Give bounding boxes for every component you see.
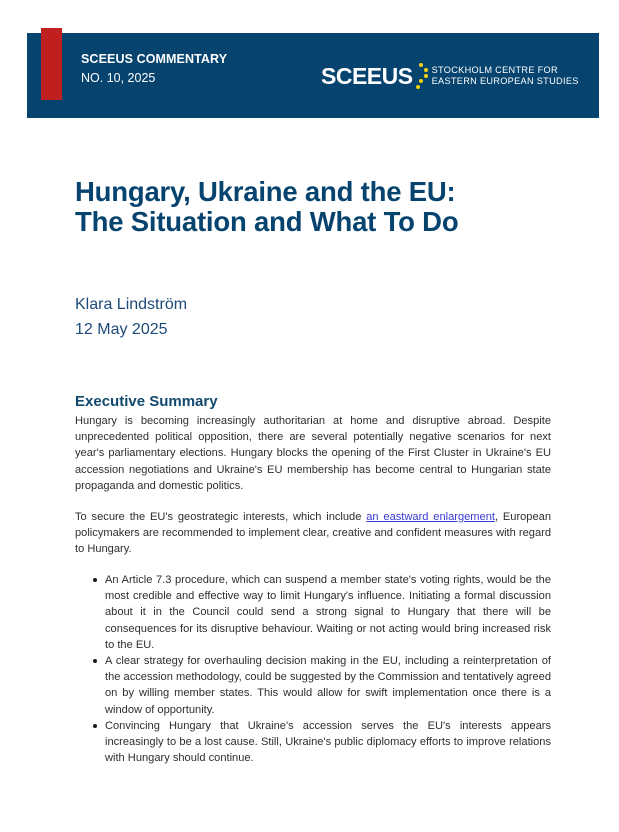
logo-wordmark: SCEEUS — [321, 62, 413, 89]
document-title-line2: The Situation and What To Do — [75, 206, 459, 237]
publication-date: 12 May 2025 — [75, 321, 168, 338]
document-title-line1: Hungary, Ukraine and the EU: — [75, 176, 456, 207]
logo-dots-icon — [416, 63, 430, 89]
list-item — [75, 718, 551, 767]
eastward-enlargement-link[interactable]: an eastward enlargement — [366, 511, 495, 523]
bullet-icon — [93, 578, 97, 582]
summary-paragraph-1: Hungary is becoming increasingly authoritarian at home and disruptive abroad. Despite unprecedented political opposition, there are several potentially negative scenarios for next year's parliamentary elections. Hungary blocks the opening of the First Cluster in Ukraine's EU accession negotiations and Ukraine's EU membership has become central to Hungarian state propaganda and domestic politics. — [75, 415, 551, 492]
list-item — [75, 572, 551, 653]
sceeus-logo — [321, 61, 579, 91]
summary-paragraph-2 — [75, 509, 551, 558]
series-number: NO. 10, 2025 — [81, 71, 156, 85]
document-title — [75, 177, 458, 237]
author-name: Klara Lindström — [75, 296, 188, 313]
list-item-text: A clear strategy for overhauling decision making in the EU, including a reinterpretation of the accession methodology, could be suggested by the Commission and tentatively agreed on by willing member states. This would allow for swift implementation once there is a window of opportunity. — [105, 655, 551, 716]
paragraph-text: , European policymakers are recommended to implement clear, creative and confident measures with regard to Hungary. — [75, 511, 551, 556]
recommendations-list — [75, 572, 551, 766]
accent-bar — [41, 28, 62, 100]
series-title: SCEEUS COMMENTARY — [81, 52, 228, 66]
logo-subtitle — [432, 65, 579, 87]
list-item-text: An Article 7.3 procedure, which can suspend a member state's voting rights, would be the most credible and effective way to limit Hungary's influence. Initiating a formal discussion about it in the Council could send a strong signal to Hungary that there will be consequences for its disruptive behaviour. Waiting or not acting would bring increased risk to the EU. — [105, 574, 551, 651]
list-item-text: Convincing Hungary that Ukraine's accession serves the EU's interests appears increasingly to be a lost cause. Still, Ukraine's public diplomacy efforts to improve relations with Hungary should continue. — [105, 719, 551, 765]
paragraph-text: To secure the EU's geostrategic interests, which include — [75, 511, 367, 523]
executive-summary-heading: Executive Summary — [75, 393, 218, 410]
bullet-icon — [93, 659, 97, 663]
list-item — [75, 653, 551, 718]
logo-subtitle-line2: EASTERN EUROPEAN STUDIES — [431, 76, 579, 86]
bullet-icon — [93, 724, 97, 728]
logo-subtitle-line1: STOCKHOLM CENTRE FOR — [431, 65, 558, 75]
